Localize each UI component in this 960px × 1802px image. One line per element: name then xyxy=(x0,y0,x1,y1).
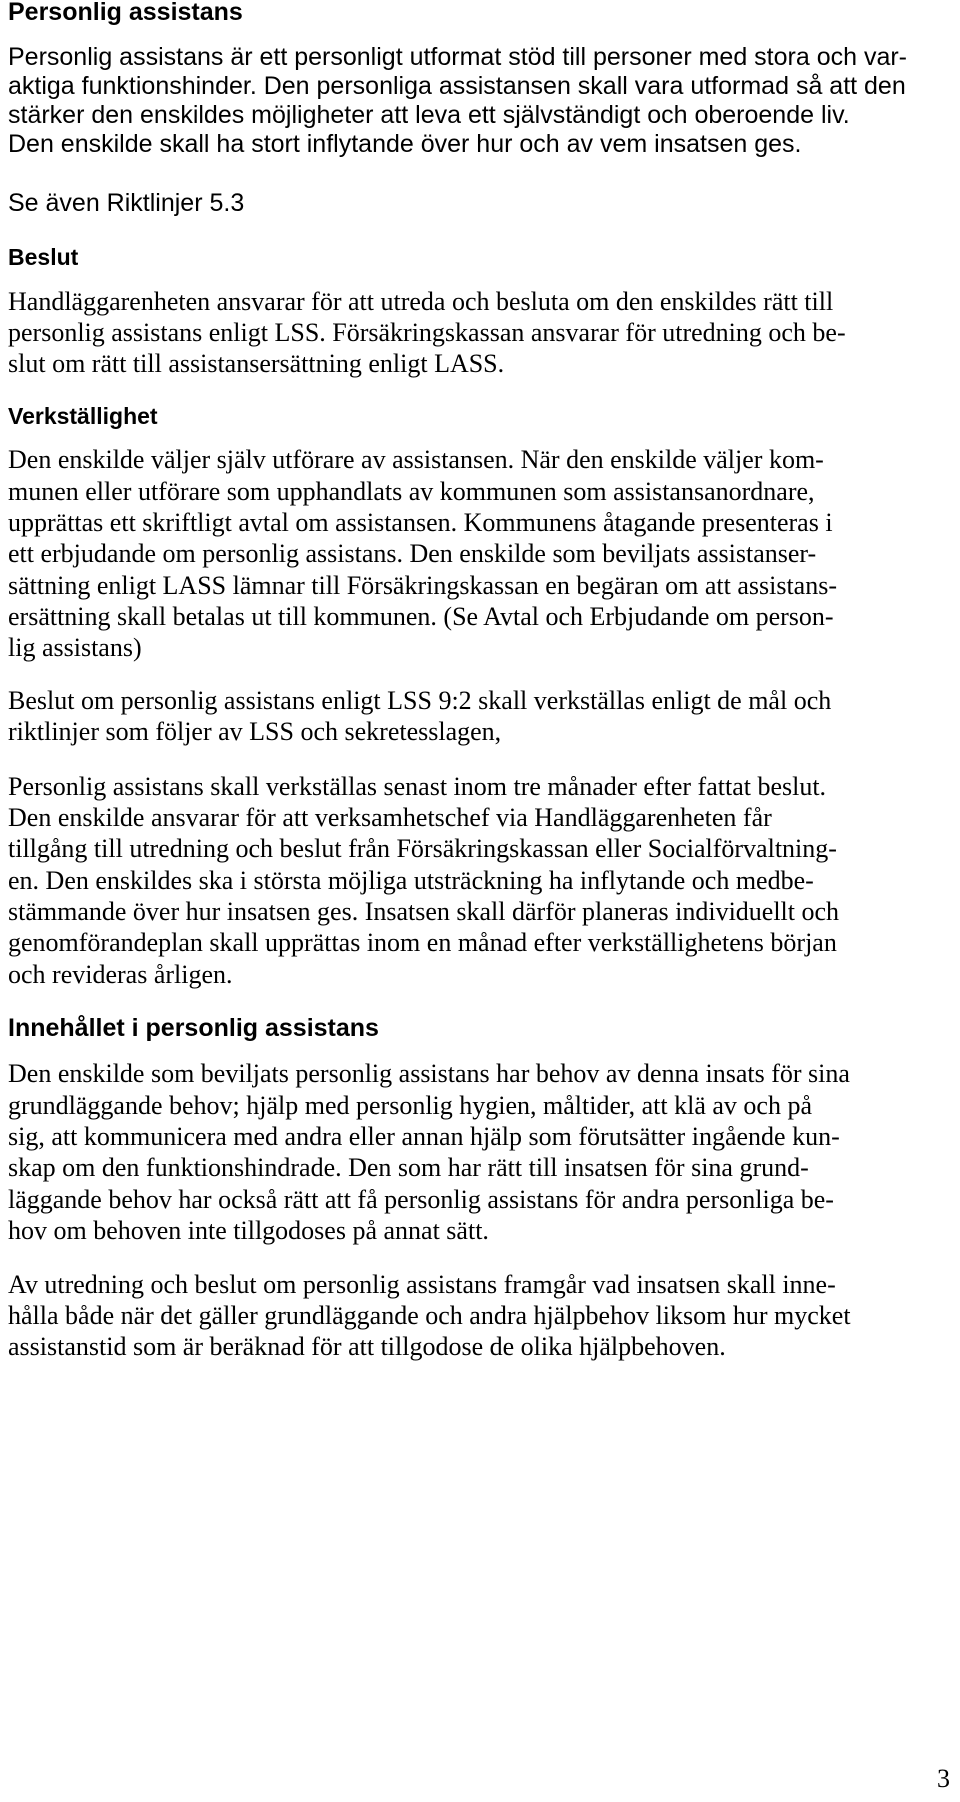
verkstallighet-p3-line: en. Den enskildes ska i största möjliga utsträckning ha inflytande och medbe- xyxy=(8,866,814,895)
innehallet-p2-line: hålla både när det gäller grundläggande och andra hjälpbehov liksom hur mycket xyxy=(8,1301,851,1330)
innehallet-p1-line: grundläggande behov; hjälp med personlig hygien, måltider, att klä av och på xyxy=(8,1091,813,1120)
innehallet-p1-line: Den enskilde som beviljats personlig assistans har behov av denna insats för sina xyxy=(8,1059,850,1088)
verkstallighet-p1-line: Den enskilde väljer själv utförare av assistansen. När den enskilde väljer kom- xyxy=(8,445,824,474)
verkstallighet-p3-line: och revideras årligen. xyxy=(8,960,233,989)
innehallet-p1-line: sig, att kommunicera med andra eller annan hjälp som förutsätter ingående kun- xyxy=(8,1122,840,1151)
heading-personlig-assistans: Personlig assistans xyxy=(8,0,243,26)
verkstallighet-p3-line: Den enskilde ansvarar för att verksamhetschef via Handläggarenheten får xyxy=(8,803,772,832)
verkstallighet-p1-line: ett erbjudande om personlig assistans. Den enskilde som beviljats assistanser- xyxy=(8,539,817,568)
page-number: 3 xyxy=(937,1764,950,1793)
verkstallighet-p3-line: Personlig assistans skall verkställas senast inom tre månader efter fattat beslut. xyxy=(8,772,827,801)
beslut-line: Handläggarenheten ansvarar för att utreda och besluta om den enskildes rätt till xyxy=(8,287,834,316)
heading-beslut: Beslut xyxy=(8,244,79,270)
intro-line: stärker den enskildes möjligheter att leva ett självständigt och oberoende liv. xyxy=(8,101,850,129)
verkstallighet-p3-line: tillgång till utredning och beslut från Försäkringskassan eller Socialförvaltning- xyxy=(8,834,837,863)
intro-line: aktiga funktionshinder. Den personliga assistansen skall vara utformad så att den xyxy=(8,72,906,100)
innehallet-p1-line: hov om behoven inte tillgodoses på annat sätt. xyxy=(8,1216,489,1245)
verkstallighet-p1-line: ersättning skall betalas ut till kommunen. (Se Avtal och Erbjudande om person- xyxy=(8,602,834,631)
intro-line: Den enskilde skall ha stort inflytande över hur och av vem insatsen ges. xyxy=(8,130,802,158)
innehallet-p1-line: läggande behov har också rätt att få personlig assistans för andra personliga be- xyxy=(8,1185,834,1214)
innehallet-p2-line: Av utredning och beslut om personlig assistans framgår vad insatsen skall inne- xyxy=(8,1270,836,1299)
innehallet-p1-line: skap om den funktionshindrade. Den som har rätt till insatsen för sina grund- xyxy=(8,1153,809,1182)
verkstallighet-p3-line: stämmande över hur insatsen ges. Insatsen skall därför planeras individuellt och xyxy=(8,897,840,926)
verkstallighet-p1-line: upprättas ett skriftligt avtal om assistansen. Kommunens åtagande presenteras i xyxy=(8,508,833,537)
see-also-reference: Se även Riktlinjer 5.3 xyxy=(8,189,245,217)
intro-line: Personlig assistans är ett personligt utformat stöd till personer med stora och var- xyxy=(8,43,908,71)
verkstallighet-p1-line: munen eller utförare som upphandlats av kommunen som assistansanordnare, xyxy=(8,477,815,506)
innehallet-p2-line: assistanstid som är beräknad för att tillgodose de olika hjälpbehoven. xyxy=(8,1332,726,1361)
verkstallighet-p3-line: genomförandeplan skall upprättas inom en månad efter verkställighetens början xyxy=(8,928,837,957)
verkstallighet-p1-line: lig assistans) xyxy=(8,633,142,662)
beslut-line: slut om rätt till assistansersättning enligt LASS. xyxy=(8,349,505,378)
heading-innehallet: Innehållet i personlig assistans xyxy=(8,1014,379,1042)
heading-verkstallighet: Verkställighet xyxy=(8,403,158,429)
verkstallighet-p1-line: sättning enligt LASS lämnar till Försäkringskassan en begäran om att assistans- xyxy=(8,571,837,600)
beslut-line: personlig assistans enligt LSS. Försäkringskassan ansvarar för utredning och be- xyxy=(8,318,846,347)
verkstallighet-p2-line: Beslut om personlig assistans enligt LSS 9:2 skall verkställas enligt de mål och xyxy=(8,686,832,715)
verkstallighet-p2-line: riktlinjer som följer av LSS och sekretesslagen, xyxy=(8,717,502,746)
